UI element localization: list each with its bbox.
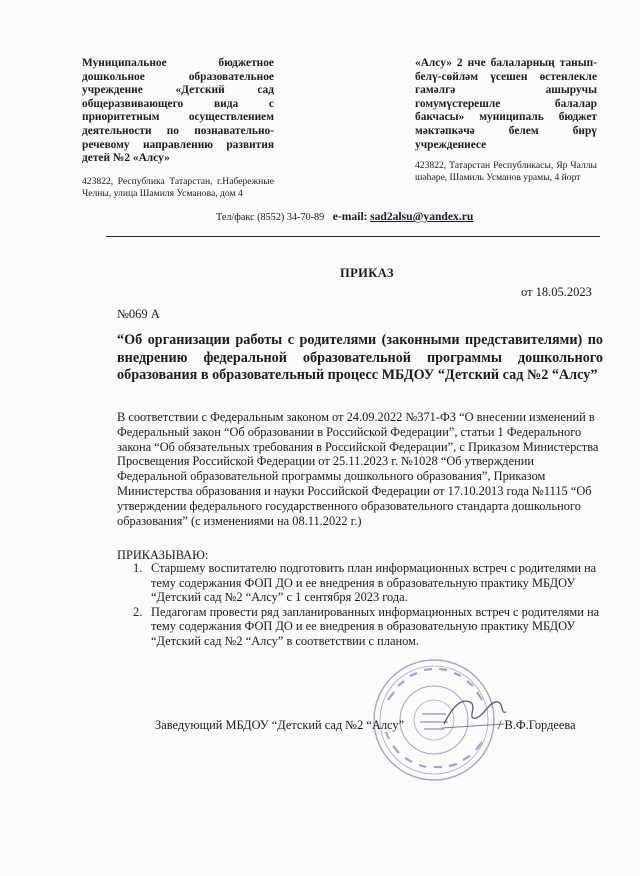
order-item-text: Педагогам провести ряд запланированных информационных встреч с родителями на тему содержания ФОП ДО и ее внедрения в образовательную практику МБДОУ “Детский сад №2 “Алсу” в соответствии с планом. (151, 604, 600, 648)
order-items (117, 561, 603, 649)
order-subject: “Об организации работы с родителями (законными представителями) по внедрению федеральной образовательной программы дошкольного образования в образовательный процесс МБДОУ “Детский сад №2 “Алсу” (117, 332, 603, 384)
signatory-name: / В.Ф.Гордеева (498, 718, 576, 732)
header-contacts (216, 210, 473, 223)
order-item-number: 2. (133, 604, 143, 619)
phone-fax: Тел/факс (8552) 34-70-89 (216, 212, 325, 223)
order-title: ПРИКАЗ (340, 266, 394, 280)
order-item-number: 1. (133, 561, 143, 575)
order-date: от 18.05.2023 (521, 285, 592, 299)
header-address-ru: 423822, Республика Татарстан, г.Набережные Челны, улица Шамиля Усманова, дом 4 (82, 176, 274, 200)
email-label: e-mail: (332, 210, 368, 223)
order-item-text: Старшему воспитателю подготовить план информационных встреч с родителями на тему содержания ФОП ДО и ее внедрения в образовательную практику МБДОУ “Детский сад №2 “Алсу” с 1 сентября 2023 года. (151, 561, 597, 605)
header-org-name-tt: «Алсу» 2 нче балаларның танып-белү-сөйләм үсешен өстенлекле гамәлгә ашыручы гомумүстерешле балалар бакчасы» муниципаль бюджет мәктәпкәчә белем бирү учреждениесе (415, 57, 597, 151)
signatory-position: Заведующий МБДОУ “Детский сад №2 “Алсу” (155, 718, 405, 732)
order-item (117, 561, 603, 605)
order-number: №069 А (117, 307, 160, 321)
header-divider (106, 236, 600, 237)
order-preamble: В соответствии с Федеральным законом от 24.09.2022 №371-ФЗ “О внесении изменений в Федеральный закон “Об образовании в Российской Федерации”, статьи 1 Федерального закона “Об обязательных требования в Российской Федерации”, с Приказом Министерства Просвещения Российской Федерации от 25.11.2023 г. №1028 “Об утверждении Федеральной образовательной программы дошкольного образования”, Приказом Министерства образования и науки Российской Федерации от 17.10.2013 года №1115 “Об утверждении федерального государственного образовательного стандарта дошкольного образования” (с изменениями на 08.11.2022 г.) (117, 410, 599, 528)
order-item (117, 605, 603, 649)
email-link[interactable]: sad2alsu@yandex.ru (370, 210, 474, 223)
header-address-tt: 423822, Татарстан Республикасы, Яр Чаллы шәһәре, Шамиль Усманов урамы, 4 йорт (415, 160, 597, 184)
decree-word: ПРИКАЗЫВАЮ: (117, 548, 209, 562)
header-org-name-ru: Муниципальное бюджетное дошкольное образовательное учреждение «Детский сад общеразвивающего вида с приоритетным осуществлением деятельности по познавательно-речевому направлению развития детей №2 «Алсу» (82, 57, 274, 165)
